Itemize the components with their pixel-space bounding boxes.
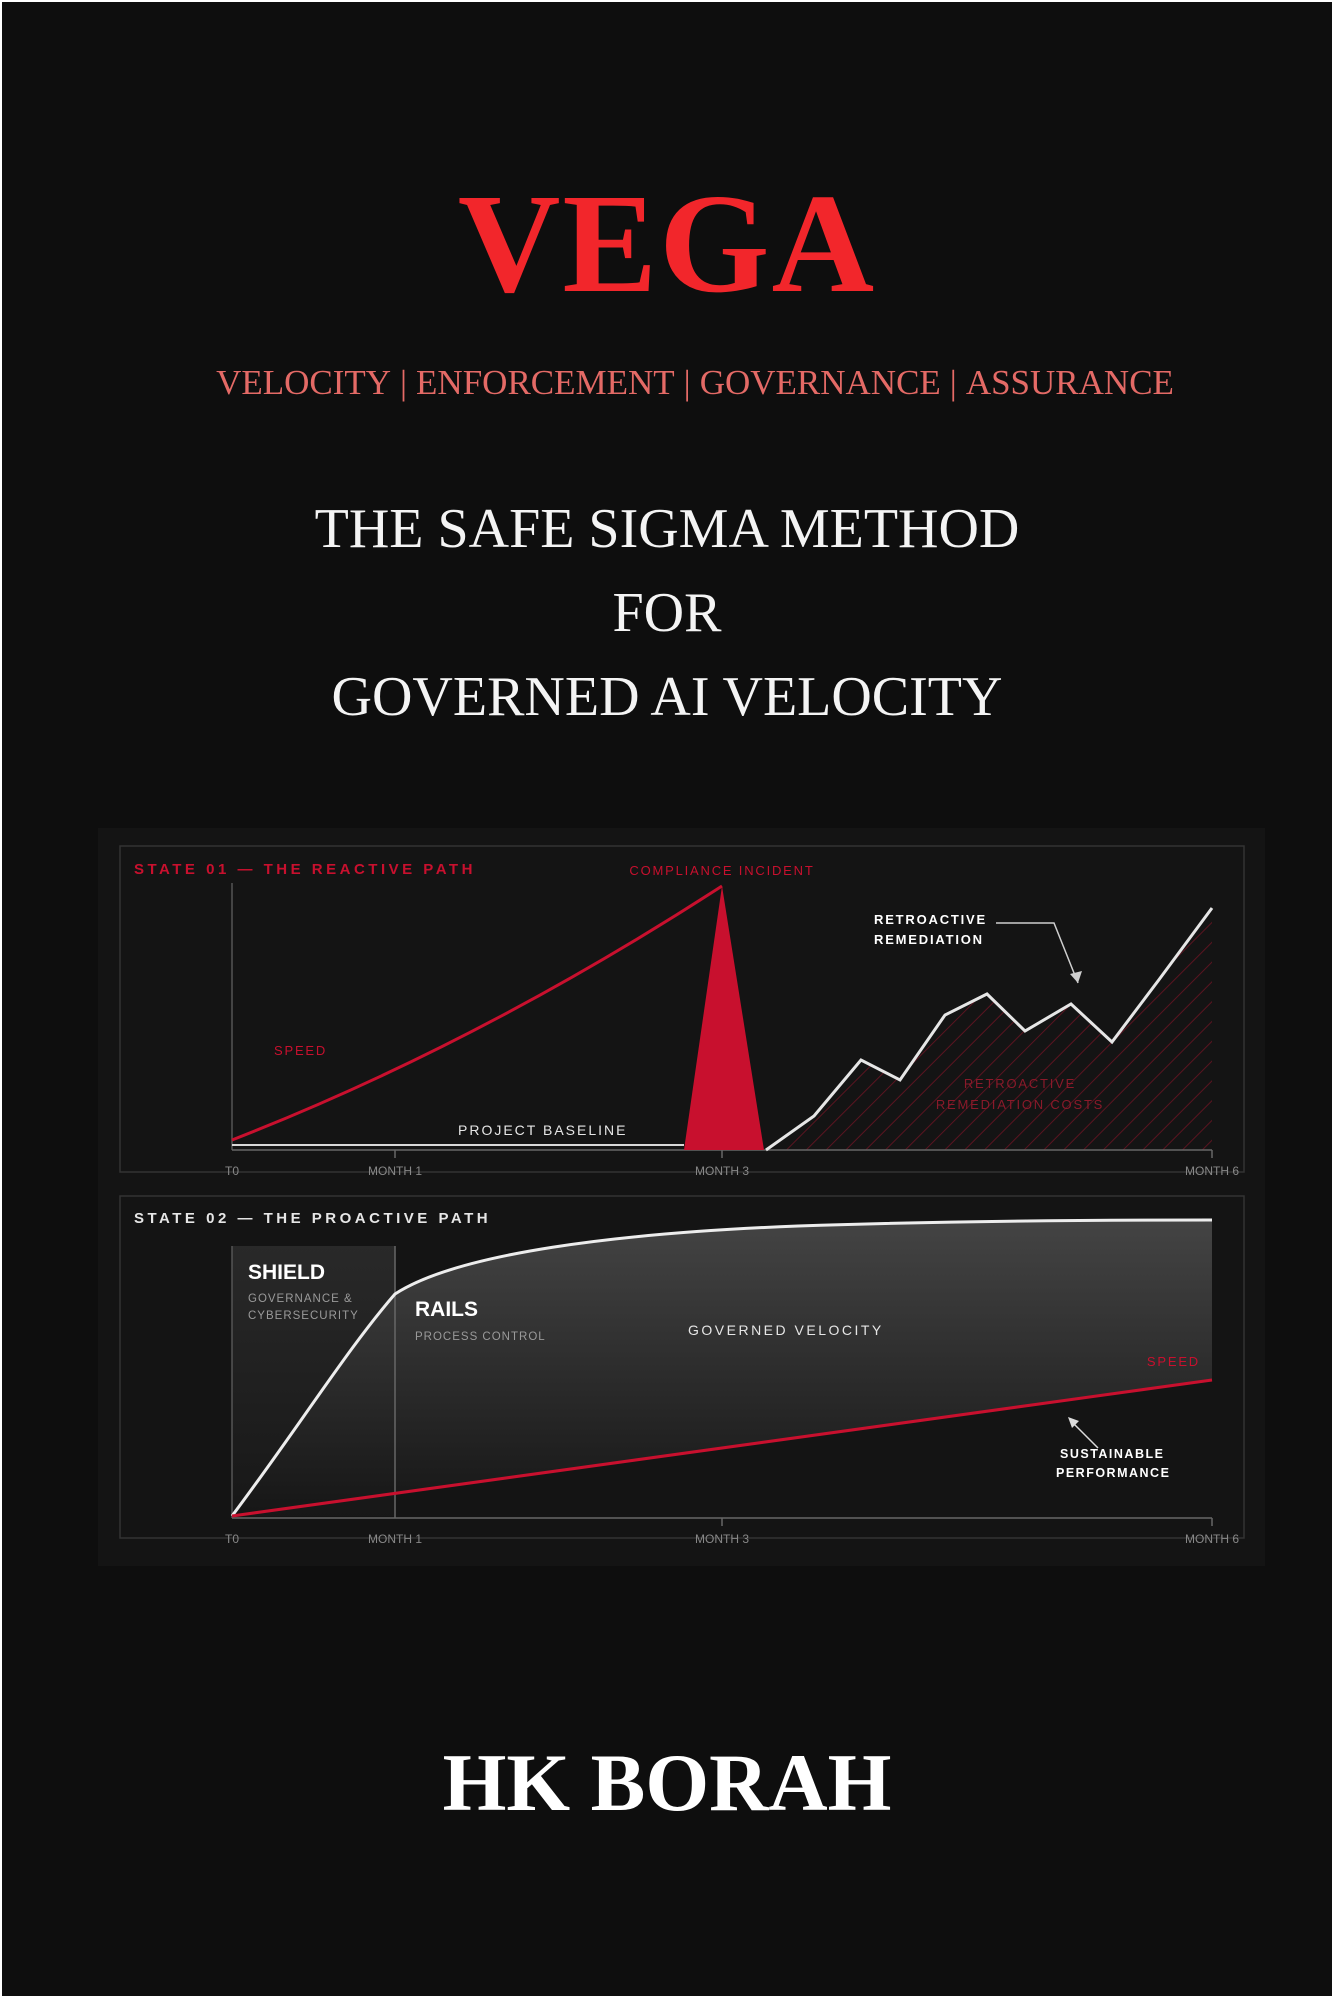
governed-velocity-label: GOVERNED VELOCITY — [688, 1322, 884, 1338]
book-title: VEGA — [457, 164, 877, 322]
author-name: HK BORAH — [442, 1737, 892, 1828]
costs-label: RETROACTIVE — [963, 1076, 1077, 1091]
sustainable-label: PERFORMANCE — [1056, 1466, 1171, 1480]
tick-label: MONTH 3 — [695, 1164, 749, 1178]
tagline-word: ASSURANCE — [965, 363, 1174, 402]
tagline-word: ENFORCEMENT — [416, 363, 675, 402]
tagline-separator: | — [683, 363, 691, 402]
tagline-separator: | — [400, 363, 408, 402]
shield-subtitle: GOVERNANCE & — [248, 1293, 353, 1305]
tick-label: T0 — [224, 1164, 240, 1178]
rails-title: RAILS — [415, 1298, 478, 1321]
sustainable-label: SUSTAINABLE — [1060, 1447, 1165, 1461]
tick-label: MONTH 3 — [695, 1532, 749, 1546]
costs-label: REMEDIATION COSTS — [935, 1097, 1105, 1112]
rails-subtitle: PROCESS CONTROL — [415, 1331, 546, 1343]
speed-label: SPEED — [1146, 1354, 1200, 1369]
tick-label: MONTH 1 — [368, 1164, 422, 1178]
subtitle-line: GOVERNED AI VELOCITY — [331, 666, 1003, 728]
remediation-label: REMEDIATION — [874, 932, 984, 947]
tick-label: MONTH 6 — [1185, 1164, 1239, 1178]
tick-label: MONTH 1 — [368, 1532, 422, 1546]
incident-label: COMPLIANCE INCIDENT — [629, 863, 815, 878]
tick-label: MONTH 6 — [1185, 1532, 1239, 1546]
panel-heading: STATE 02 — THE PROACTIVE PATH — [134, 1210, 492, 1227]
tagline-separator: | — [949, 363, 957, 402]
tagline-word: VELOCITY — [216, 363, 392, 402]
baseline-label: PROJECT BASELINE — [458, 1122, 628, 1138]
tagline-word: GOVERNANCE — [699, 363, 941, 402]
shield-subtitle: CYBERSECURITY — [248, 1310, 359, 1322]
subtitle-line: FOR — [612, 582, 722, 644]
tick-label: T0 — [224, 1532, 240, 1546]
book-cover — [2, 2, 1332, 1996]
tagline — [170, 365, 1220, 400]
remediation-label: RETROACTIVE — [874, 912, 987, 927]
panel-heading: STATE 01 — THE REACTIVE PATH — [134, 861, 476, 878]
shield-title: SHIELD — [248, 1261, 326, 1284]
book-subtitle — [2, 487, 1332, 739]
speed-label: SPEED — [274, 1043, 328, 1058]
cover-illustration — [98, 828, 1265, 1566]
subtitle-line: THE SAFE SIGMA METHOD — [314, 498, 1020, 560]
